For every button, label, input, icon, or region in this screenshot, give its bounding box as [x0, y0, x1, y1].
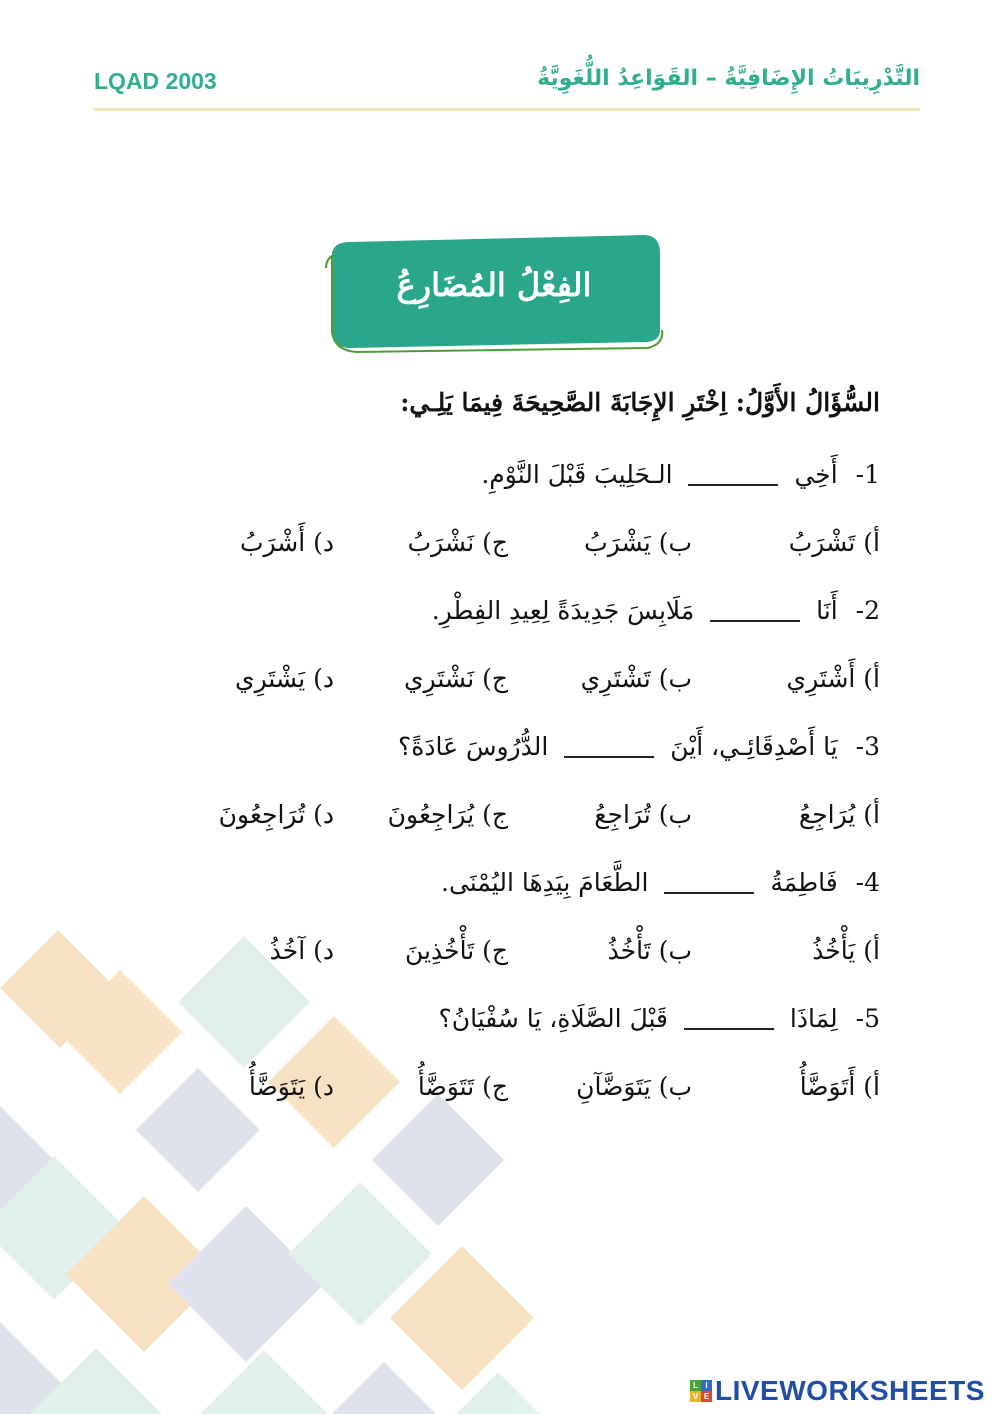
- answer-blank[interactable]: [688, 468, 778, 486]
- option-a[interactable]: أ) أَشْتَرِي: [786, 664, 880, 693]
- question-stem-before: أَنَا: [816, 596, 838, 625]
- option-c[interactable]: ج) نَشْتَرِي: [403, 664, 508, 693]
- question-stem-after: مَلَابِسَ جَدِيدَةً لِعِيدِ الفِطْرِ.: [431, 596, 695, 625]
- option-a[interactable]: أ) أَتَوَضَّأُ: [799, 1072, 880, 1101]
- option-b[interactable]: ب) تَأْخُذُ: [607, 936, 692, 965]
- question-stem-after: الـحَلِيبَ قَبْلَ النَّوْمِ.: [481, 460, 673, 489]
- option-d[interactable]: د) آخُذُ: [269, 936, 334, 965]
- watermark-text: LIVEWORKSHEETS: [715, 1375, 985, 1406]
- decorative-background-pattern: [0, 930, 560, 1414]
- option-c[interactable]: ج) نَشْرَبُ: [407, 528, 508, 557]
- worksheet-header-title: التَّدْرِيبَاتُ الإِضَافِيَّةُ – القَوَاعِدُ اللُّغَوِيَّةُ: [537, 66, 920, 91]
- question-number: 3-: [855, 732, 880, 761]
- option-b[interactable]: ب) يَتَوَضَّآنِ: [576, 1072, 692, 1101]
- option-a[interactable]: أ) يَأْخُذُ: [812, 936, 880, 965]
- lesson-title: الفِعْلُ المُضَارِعُ: [396, 266, 592, 304]
- lesson-title-badge: [322, 232, 666, 354]
- question-stem-before: أَخِي: [794, 460, 838, 489]
- question-number: 2-: [855, 596, 880, 625]
- option-d[interactable]: د) تُرَاجِعُونَ: [218, 800, 334, 829]
- options-row-1: [210, 528, 880, 566]
- question-stem-before: يَا أَصْدِقَائِـي، أَيْنَ: [670, 732, 838, 761]
- liveworksheets-logo-icon: L I V E: [690, 1380, 712, 1402]
- option-b[interactable]: ب) تَشْتَرِي: [580, 664, 692, 693]
- question-stem-before: لِمَاذَا: [789, 1004, 838, 1033]
- option-c[interactable]: ج) تَتَوَضَّأُ: [417, 1072, 508, 1101]
- option-b[interactable]: ب) يَشْرَبُ: [584, 528, 692, 557]
- question-item-4: [120, 868, 880, 897]
- answer-blank[interactable]: [564, 740, 654, 758]
- option-d[interactable]: د) أَشْرَبُ: [239, 528, 334, 557]
- option-d[interactable]: د) يَشْتَرِي: [235, 664, 334, 693]
- option-c[interactable]: ج) يُرَاجِعُونَ: [387, 800, 508, 829]
- option-c[interactable]: ج) تَأْخُذِينَ: [405, 936, 508, 965]
- question-stem-after: الدُّرُوسَ عَادَةً؟: [397, 732, 549, 761]
- options-row-4: [210, 936, 880, 974]
- question-item-2: [120, 596, 880, 625]
- question-stem-before: فَاطِمَةُ: [770, 868, 838, 897]
- question-item-1: [120, 460, 880, 489]
- options-row-3: [210, 800, 880, 838]
- option-d[interactable]: د) يَتَوَضَّأُ: [248, 1072, 334, 1101]
- answer-blank[interactable]: [710, 604, 800, 622]
- question-number: 1-: [855, 460, 880, 489]
- question-heading: السُّؤَالُ الأَوَّلُ: اِخْتَرِ الإِجَابَةَ الصَّحِيحَةَ فِيمَا يَلِـي:: [400, 388, 880, 417]
- answer-blank[interactable]: [664, 876, 754, 894]
- liveworksheets-watermark: [690, 1374, 990, 1408]
- question-number: 5-: [855, 1004, 880, 1033]
- question-item-5: [120, 1004, 880, 1033]
- question-number: 4-: [855, 868, 880, 897]
- worksheet-code: LQAD 2003: [94, 68, 217, 94]
- answer-blank[interactable]: [684, 1012, 774, 1030]
- question-stem-after: قَبْلَ الصَّلَاةِ، يَا سُفْيَانُ؟: [438, 1004, 668, 1033]
- question-item-3: [120, 732, 880, 761]
- option-a[interactable]: أ) يُرَاجِعُ: [798, 800, 880, 829]
- page-header: [94, 66, 920, 102]
- option-b[interactable]: ب) تُرَاجِعُ: [594, 800, 692, 829]
- header-divider: [94, 108, 920, 111]
- option-a[interactable]: أ) تَشْرَبُ: [788, 528, 880, 557]
- options-row-2: [210, 664, 880, 702]
- options-row-5: [210, 1072, 880, 1110]
- question-stem-after: الطَّعَامَ بِيَدِهَا اليُمْنَى.: [441, 868, 649, 897]
